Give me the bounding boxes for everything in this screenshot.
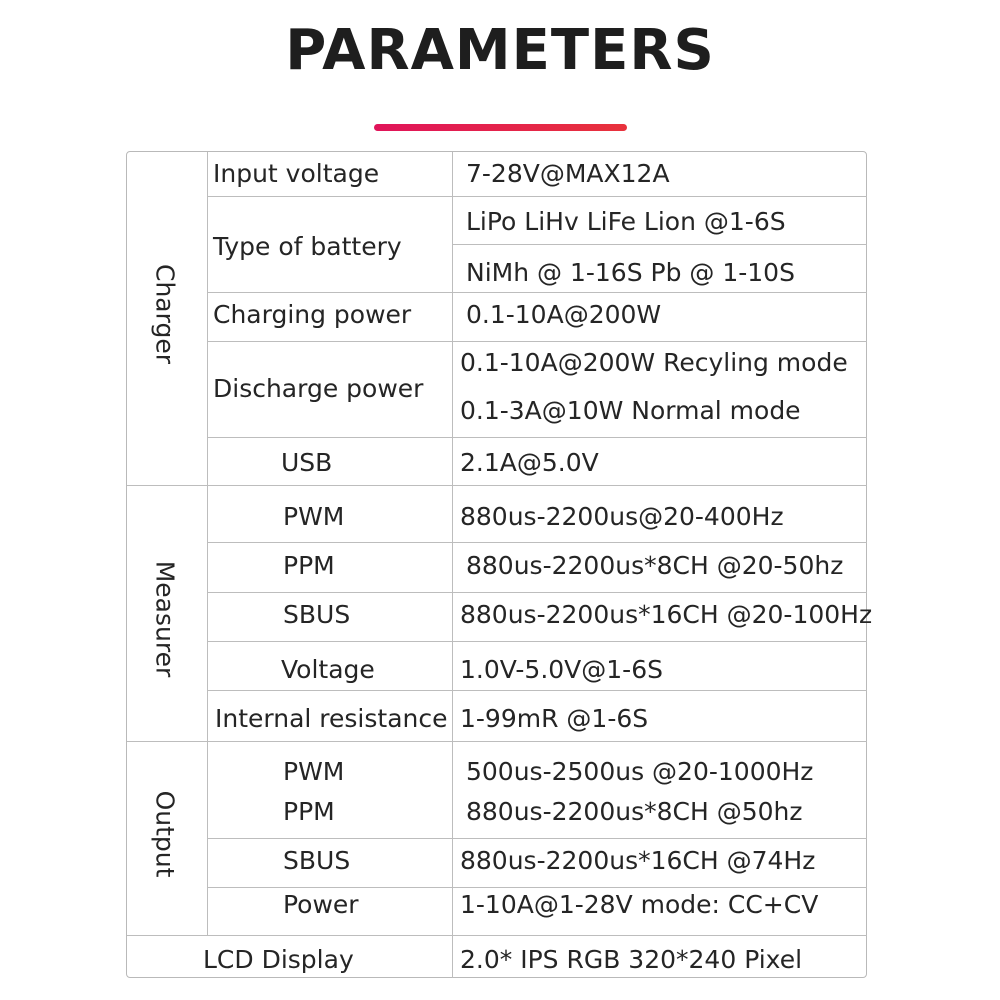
group-label-measurer: Measurer xyxy=(150,560,180,678)
param-label-lcd-display: LCD Display xyxy=(203,945,354,974)
row-divider xyxy=(207,641,867,642)
param-label-measurer-ppm: PPM xyxy=(283,551,335,580)
param-label-internal-resistance: Internal resistance xyxy=(215,704,448,733)
param-label-output-power: Power xyxy=(283,890,359,919)
page-title: PARAMETERS xyxy=(285,18,715,83)
row-divider xyxy=(207,838,867,839)
param-value-type-of-battery-1: LiPo LiHv LiFe Lion @1-6S xyxy=(466,207,786,236)
param-value-output-ppm: 880us-2200us*8CH @50hz xyxy=(466,797,803,826)
param-value-discharge-power-1: 0.1-10A@200W Recyling mode xyxy=(460,348,848,377)
value-column-divider xyxy=(452,152,453,978)
param-label-type-of-battery: Type of battery xyxy=(213,232,402,261)
row-divider xyxy=(207,592,867,593)
group-label-charger: Charger xyxy=(150,264,180,364)
param-label-measurer-sbus: SBUS xyxy=(283,600,351,629)
param-label-charging-power: Charging power xyxy=(213,300,412,329)
row-divider xyxy=(207,196,867,197)
param-value-internal-resistance: 1-99mR @1-6S xyxy=(460,704,649,733)
param-value-charging-power: 0.1-10A@200W xyxy=(466,300,662,329)
param-value-measurer-ppm: 880us-2200us*8CH @20-50hz xyxy=(466,551,844,580)
param-label-usb: USB xyxy=(281,448,333,477)
row-divider xyxy=(207,887,867,888)
group-label-output: Output xyxy=(150,790,180,878)
row-divider xyxy=(207,690,867,691)
param-label-input-voltage: Input voltage xyxy=(213,159,380,188)
group-divider xyxy=(127,935,867,936)
parameters-table xyxy=(126,151,873,978)
param-value-usb: 2.1A@5.0V xyxy=(460,448,599,477)
param-value-lcd-display: 2.0* IPS RGB 320*240 Pixel xyxy=(460,945,803,974)
param-label-output-sbus: SBUS xyxy=(283,846,351,875)
row-divider xyxy=(207,437,867,438)
param-value-measurer-sbus: 880us-2200us*16CH @20-100Hz xyxy=(460,600,873,629)
param-value-measurer-pwm: 880us-2200us@20-400Hz xyxy=(460,502,784,531)
param-label-discharge-power: Discharge power xyxy=(213,374,424,403)
param-label-measurer-pwm: PWM xyxy=(283,502,345,531)
group-divider xyxy=(127,485,867,486)
param-value-input-voltage: 7-28V@MAX12A xyxy=(466,159,670,188)
group-column-divider xyxy=(207,152,208,935)
row-divider xyxy=(207,542,867,543)
param-label-output-ppm: PPM xyxy=(283,797,335,826)
param-value-measurer-voltage: 1.0V-5.0V@1-6S xyxy=(460,655,663,684)
row-divider xyxy=(207,292,867,293)
group-divider xyxy=(127,741,867,742)
param-value-output-pwm: 500us-2500us @20-1000Hz xyxy=(466,757,814,786)
param-value-output-sbus: 880us-2200us*16CH @74Hz xyxy=(460,846,816,875)
param-value-discharge-power-2: 0.1-3A@10W Normal mode xyxy=(460,396,801,425)
title-accent-bar xyxy=(374,124,627,131)
param-label-output-pwm: PWM xyxy=(283,757,345,786)
param-value-output-power: 1-10A@1-28V mode: CC+CV xyxy=(460,890,819,919)
row-divider xyxy=(207,341,867,342)
param-label-measurer-voltage: Voltage xyxy=(281,655,375,684)
param-value-type-of-battery-2: NiMh @ 1-16S Pb @ 1-10S xyxy=(466,258,795,287)
row-divider xyxy=(452,244,867,245)
